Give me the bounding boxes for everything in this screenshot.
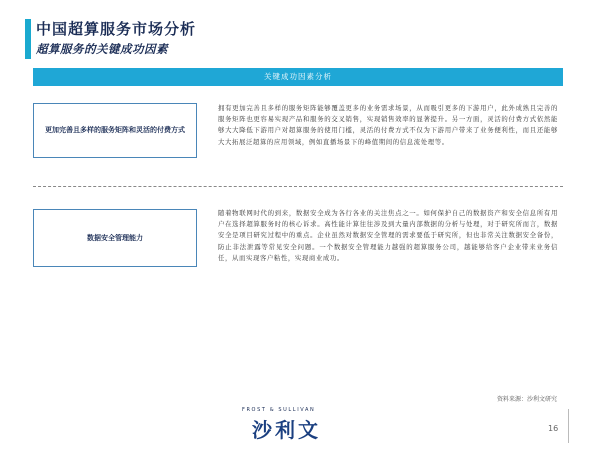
factor-name: 数据安全管理能力 [87, 233, 143, 242]
brand-logo: 沙利文 [252, 418, 321, 442]
factor-box-data-security [33, 209, 197, 267]
page-number: 16 [548, 424, 559, 433]
source-note: 资料来源：沙利文研究 [497, 396, 558, 403]
page-title: 中国超算服务市场分析 [36, 20, 197, 38]
page-subtitle: 超算服务的关键成功因素 [36, 42, 168, 56]
dashed-divider [33, 186, 563, 187]
title-accent-bar [25, 19, 31, 59]
factor-description: 拥有更加完善且多样的服务矩阵能够覆盖更多的业务需求场景，从而吸引更多的下游用户，此外成熟且完善的服务矩阵也更容易实现产品和服务的交叉销售，实现销售效率的显著提升。另一方面，灵活的付费方式依然能够大大降低下游用户对超算服务的使用门槛，灵活的付费方式不仅为下游用户带来了业务便利性，而且还能够大大拓展泛超算的应用领域，例如直播场景下的峰值期间的信息流处理等。 [218, 104, 558, 146]
factor-name: 更加完善且多样的服务矩阵和灵活的付费方式 [45, 126, 185, 135]
section-banner: 关键成功因素分析 [33, 68, 563, 86]
page-number-divider [568, 409, 569, 443]
brand-tagline: FROST & SULLIVAN [242, 407, 316, 413]
factor-description: 随着物联网时代的到来，数据安全成为各行各业的关注焦点之一。如何保护自己的数据资产和安全信息所有用户在选择超算服务时的核心诉求。高性能计算往往涉及到大量内部数据的分析与处理，对于研究所而言，数据安全是项目研究过程中的重点。企业虽然对数据安全管理的需求要低于研究所，但也非常关注数据安全备份，防止非法泄露等常见安全问题。一个数据安全管理能力越强的超算服务公司，越能够给客户企业带来业务信任，从而实现客户粘性，实现商业成功。 [218, 209, 558, 262]
factor-box-service-matrix [33, 103, 197, 158]
